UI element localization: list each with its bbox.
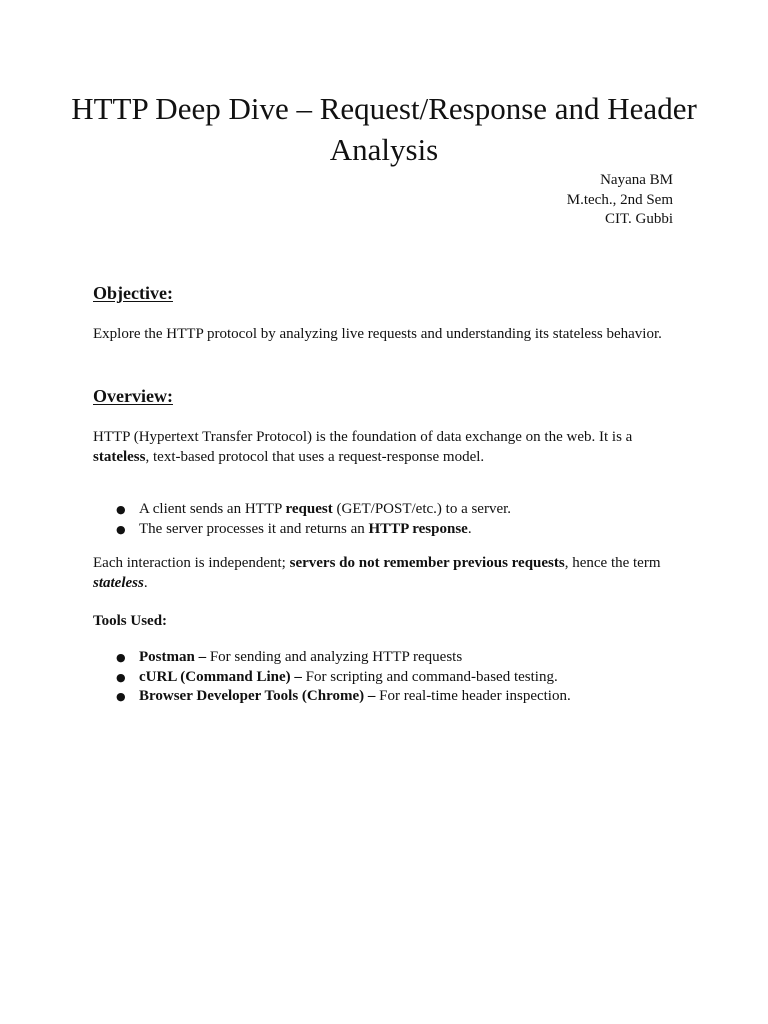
overview-intro-text-1: HTTP (Hypertext Transfer Protocol) is the foundation of data exchange on the web. It is a <box>93 429 633 445</box>
list-item-text: A client sends an HTTP <box>139 501 286 517</box>
overview-intro <box>93 428 663 467</box>
tool-description: For scripting and command-based testing. <box>301 668 558 685</box>
overview-closing-text-1: Each interaction is independent; <box>93 555 290 571</box>
author-program: M.tech., 2nd Sem <box>566 191 673 208</box>
tools-heading: Tools Used: <box>93 613 168 629</box>
overview-closing <box>93 554 663 593</box>
tool-name: cURL (Command Line) – <box>139 668 302 685</box>
overview-closing-text-3: . <box>143 574 148 591</box>
overview-heading: Overview: <box>93 386 173 406</box>
list-item <box>116 500 676 520</box>
tools-list <box>116 648 676 707</box>
tool-name: Browser Developer Tools (Chrome) – <box>139 688 376 704</box>
list-item <box>116 687 676 707</box>
objective-text: Explore the HTTP protocol by analyzing live requests and understanding its stateless behavior. <box>93 326 662 342</box>
tool-description: For sending and analyzing HTTP requests <box>206 649 463 665</box>
list-item-text: (GET/POST/etc.) to a server. <box>332 501 512 517</box>
bullet-icon: ● <box>116 503 126 516</box>
overview-closing-bold-italic: stateless <box>93 574 144 591</box>
list-item-bold: HTTP response <box>368 520 468 537</box>
tool-name: Postman – <box>139 649 207 665</box>
list-item <box>116 668 676 688</box>
overview-intro-bold: stateless <box>93 448 146 465</box>
author-institution: CIT. Gubbi <box>604 211 673 227</box>
document-title: HTTP Deep Dive – Request/Response and Header Analysis <box>71 91 697 167</box>
list-item-bold: request <box>285 501 333 517</box>
overview-closing-text-2: , hence the term <box>564 555 661 571</box>
overview-bullet-list <box>116 500 676 539</box>
bullet-icon: ● <box>116 651 126 664</box>
author-name: Nayana BM <box>600 172 673 188</box>
overview-closing-bold: servers do not remember previous requests <box>289 555 565 571</box>
objective-heading: Objective: <box>93 283 173 303</box>
bullet-icon: ● <box>116 522 126 536</box>
list-item <box>116 648 676 668</box>
overview-intro-text-2: , text-based protocol that uses a request-response model. <box>145 448 485 465</box>
bullet-icon: ● <box>116 670 126 684</box>
list-item-text: . <box>467 520 472 537</box>
author-block <box>567 171 673 230</box>
bullet-icon: ● <box>116 690 126 703</box>
list-item <box>116 520 676 540</box>
list-item-text: The server processes it and returns an <box>139 520 369 537</box>
tool-description: For real-time header inspection. <box>375 688 571 704</box>
